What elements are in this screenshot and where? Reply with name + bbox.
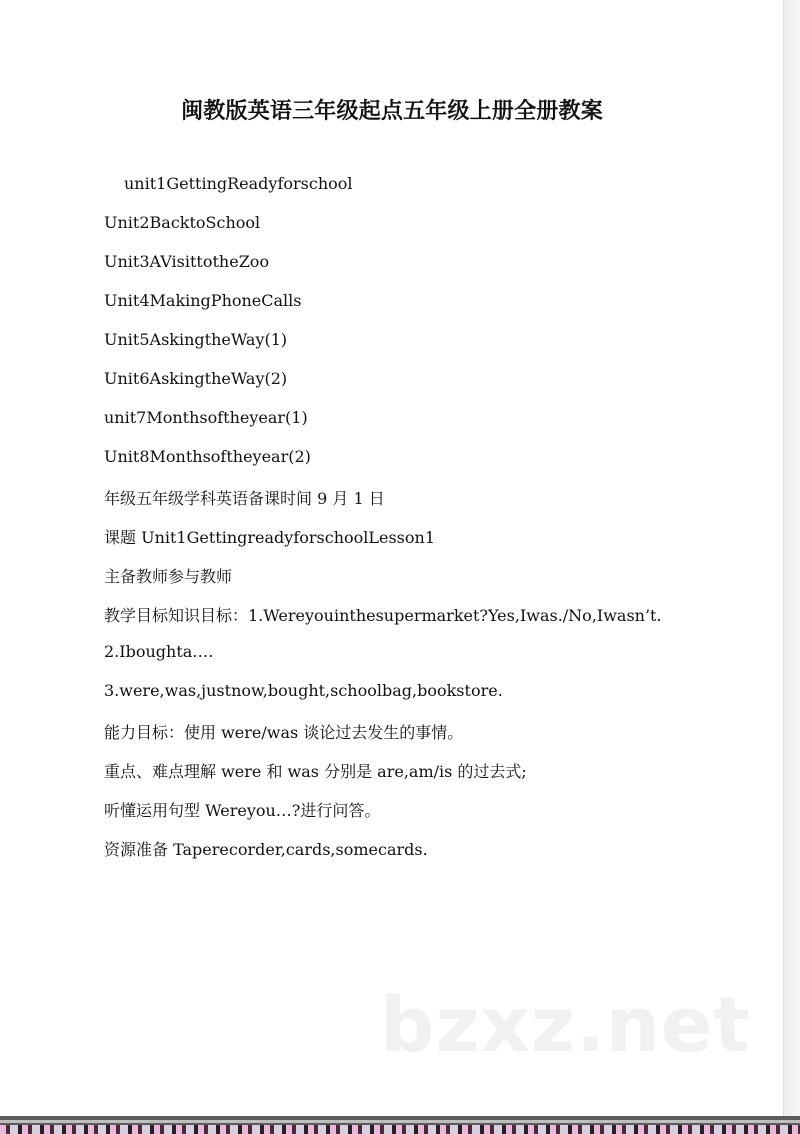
teachers-line: 主备教师参与教师 [104, 567, 233, 586]
grade-subject-line: 年级五年级学科英语备课时间 9 月 1 日 [104, 489, 385, 508]
goal-item-3-line: 3.were,was,justnow,bought,schoolbag,bookstore. [104, 681, 503, 700]
unit-8-line: Unit8Monthsoftheyear(2) [104, 447, 311, 466]
bottom-strip [0, 1116, 800, 1134]
page-edge-scrollbar[interactable] [783, 0, 800, 1116]
ability-goal-line: 能力目标：使用 were/was 谈论过去发生的事情。 [104, 723, 464, 742]
unit-3-line: Unit3AVisittotheZoo [104, 252, 270, 271]
unit-2-line: Unit2BacktoSchool [104, 213, 261, 232]
unit-1-line: unit1GettingReadyforschool [124, 174, 353, 193]
unit-7-line: unit7Monthsoftheyear(1) [104, 408, 308, 427]
unit-5-line: Unit5AskingtheWay(1) [104, 330, 288, 349]
unit-6-line: Unit6AskingtheWay(2) [104, 369, 288, 388]
document-title: 闽教版英语三年级起点五年级上册全册教案 [181, 99, 603, 124]
watermark-text: bzxz.net [380, 980, 751, 1069]
strip-decorative-pattern [0, 1125, 800, 1134]
lesson-topic-line: 课题 Unit1GettingreadyforschoolLesson1 [104, 528, 436, 547]
knowledge-goal-line: 教学目标知识目标：1.Wereyouinthesupermarket?Yes,Iwas./No,Iwasn’t. [104, 606, 662, 625]
key-points-line: 重点、难点理解 were 和 was 分别是 are,am/is 的过去式; [104, 762, 527, 781]
unit-4-line: Unit4MakingPhoneCalls [104, 291, 302, 310]
goal-item-2-line: 2.Iboughta…. [104, 642, 214, 661]
resources-line: 资源准备 Taperecorder,cards,somecards. [104, 840, 428, 859]
sentence-practice-line: 听懂运用句型 Wereyou…?进行问答。 [104, 801, 381, 820]
strip-divider [0, 1120, 800, 1123]
